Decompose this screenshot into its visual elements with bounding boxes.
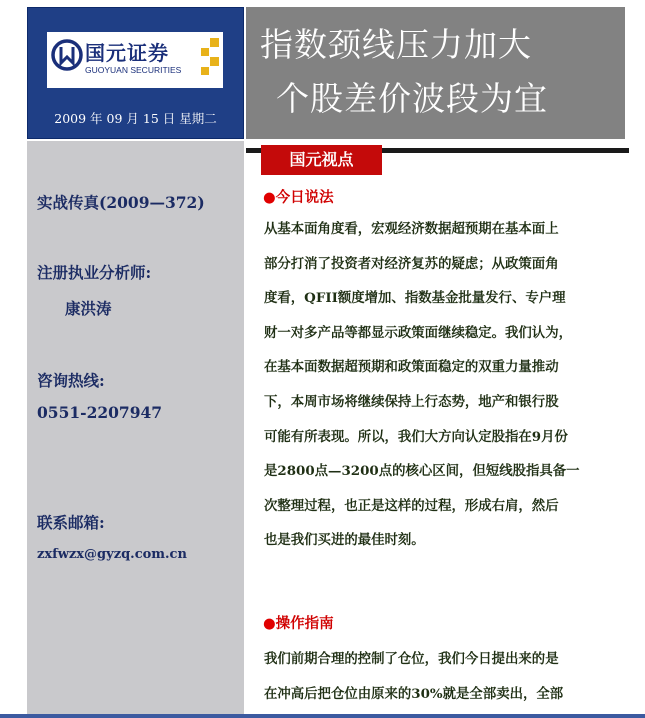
paragraph-line: 度看，QFII额度增加、指数基金批量发行、专户理 [264,290,566,307]
guide-paragraph [264,642,624,711]
report-title: 实战传真(2009—372) [37,193,205,212]
paragraph-line: 可能有所表现。所以，我们大方向认定股指在9月份 [264,428,568,445]
analyst-name: 康洪涛 [65,299,112,318]
guide-heading [263,612,334,633]
logo-emblem-icon [51,39,83,71]
today-heading-label: 今日说法 [275,190,334,206]
paragraph-line: 从基本面角度看，宏观经济数据超预期在基本面上 [264,221,559,237]
paragraph-line: 也是我们买进的最佳时刻。 [264,532,425,549]
guide-heading-label: 操作指南 [275,616,334,632]
bullet-dot-icon: ● [263,190,276,206]
bullet-dot-icon: ● [263,616,276,632]
paragraph-line: 财一对多产品等都显示政策面继续稳定。我们认为， [264,324,572,341]
analyst-label: 注册执业分析师: [37,263,152,282]
headline-line-1: 指数颈线压力加大 [260,25,532,64]
logo-squares-icon [201,38,219,76]
paragraph-line: 下，本周市场将继续保持上行态势，地产和银行股 [264,393,559,410]
email-label: 联系邮箱: [37,513,105,532]
logo-name-en: GUOYUAN SECURITIES [85,65,182,75]
paragraph-line: 部分打消了投资者对经济复苏的疑虑；从政策面角 [264,255,559,272]
paragraph-line: 在冲高后把仓位由原来的30%就是全部卖出，全部 [264,685,564,702]
paragraph-line: 次整理过程，也正是这样的过程，形成右肩，然后 [264,497,559,514]
report-date: 2009 年 09 月 15 日 星期二 [54,111,217,126]
paragraph-line: 在基本面数据超预期和政策面稳定的双重力量推动 [264,359,559,376]
paragraph-line: 是2800点—3200点的核心区间，但短线股指具备一 [264,463,580,480]
paragraph-line: 我们前期合理的控制了仓位，我们今日提出来的是 [264,651,559,667]
company-logo [47,32,223,88]
headline-line-2: 个股差价波段为宜 [276,79,548,118]
headline-banner [246,7,625,139]
bottom-rule [0,714,645,718]
today-heading [263,186,334,207]
today-paragraph [264,212,624,558]
email-address[interactable]: zxfwzx@gyzq.com.cn [37,547,187,562]
info-sidebar [27,141,244,718]
hotline-label: 咨询热线: [37,371,105,390]
hotline-number: 0551-2207947 [37,403,163,422]
logo-name-cn: 国元证券 [85,41,169,65]
section-tag: 国元视点 [261,145,382,175]
